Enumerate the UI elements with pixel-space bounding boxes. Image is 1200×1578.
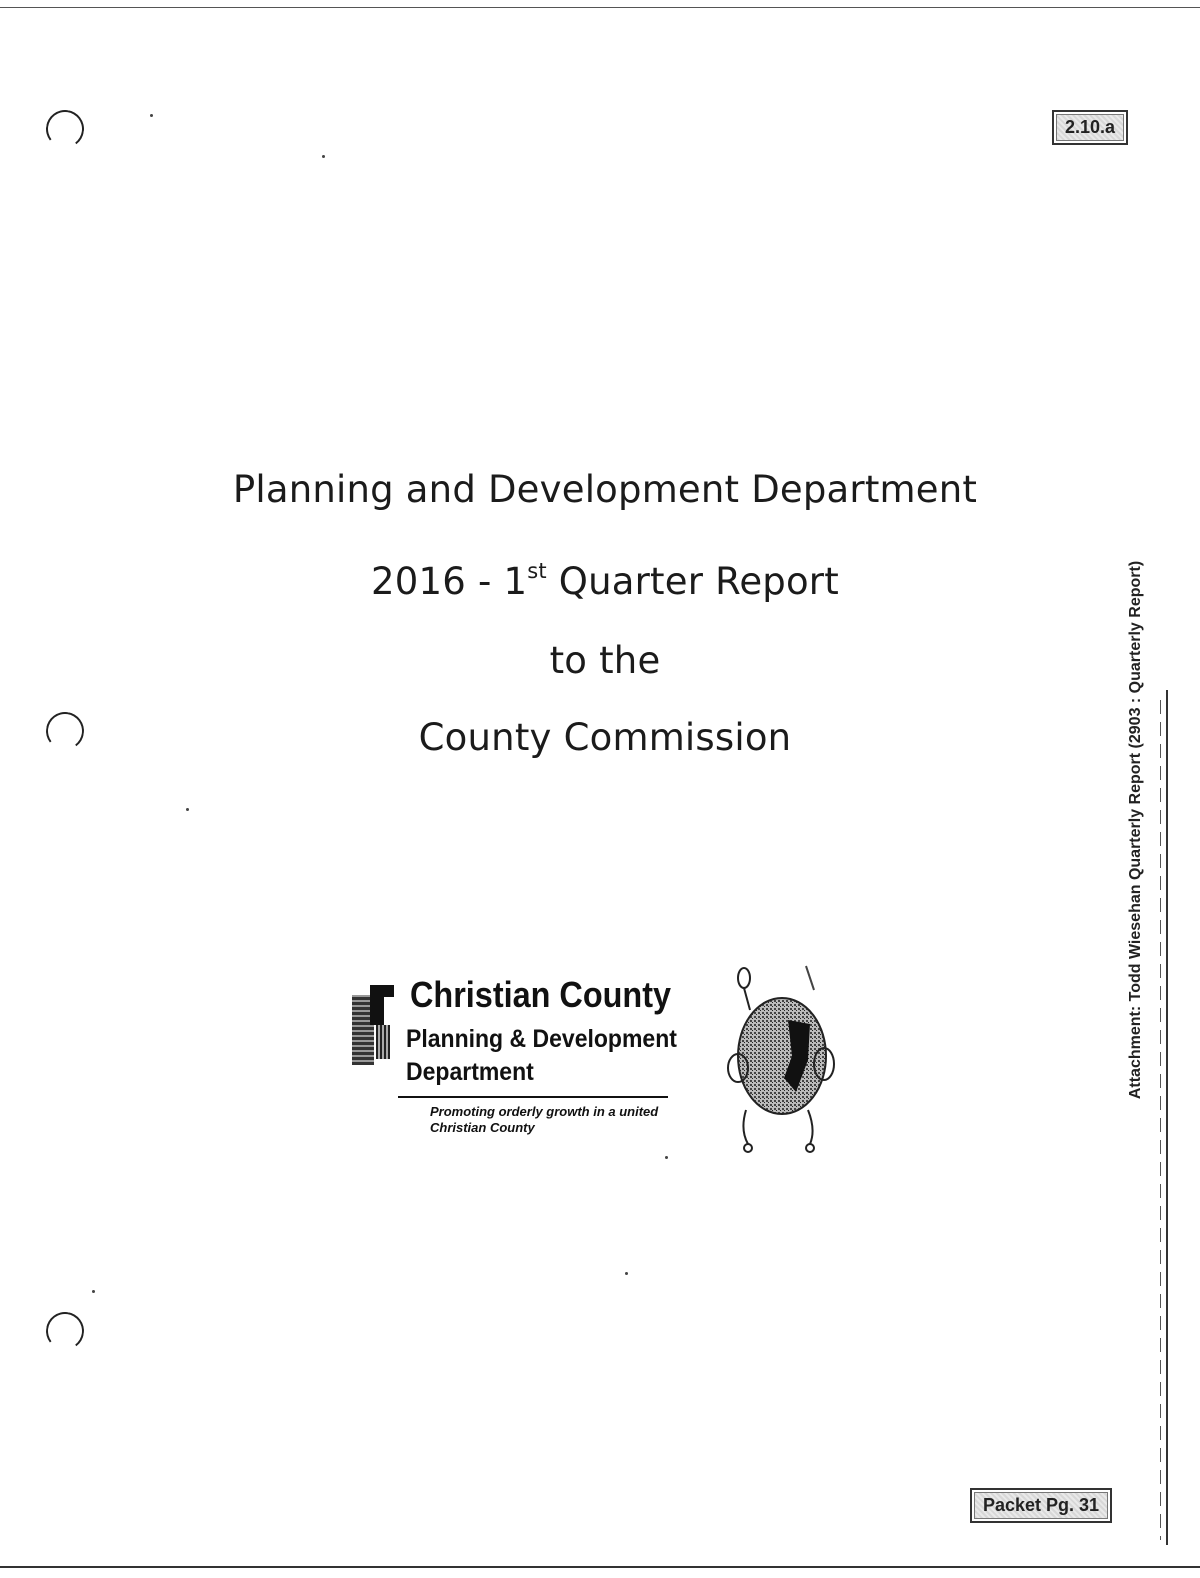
logo-county-name: Christian County — [410, 974, 672, 1015]
logo-tagline: Promoting orderly growth in a united Christian County — [430, 1104, 659, 1135]
scan-speck — [92, 1290, 95, 1293]
top-scan-edge — [0, 7, 1200, 8]
packet-page-label: Packet Pg. 31 — [974, 1492, 1108, 1519]
title-line-department: Planning and Development Department — [232, 468, 978, 511]
scan-speck — [665, 1156, 668, 1159]
punch-hole-top — [44, 108, 87, 151]
punch-hole-bottom — [44, 1310, 87, 1353]
title-quarter-suffix: Quarter Report — [546, 560, 839, 603]
logo-department-line1: Planning & Development — [406, 1025, 677, 1053]
logo-divider — [398, 1096, 668, 1098]
title-quarter-ordinal: st — [527, 559, 547, 583]
title-quarter-prefix: 2016 - 1 — [371, 560, 528, 603]
margin-dashed-line — [1160, 700, 1161, 1540]
title-line-quarter — [0, 559, 1200, 603]
logo-department-line2: Department — [406, 1058, 534, 1086]
scan-speck — [322, 155, 325, 158]
title-line-commission: County Commission — [418, 716, 792, 759]
scan-speck — [625, 1272, 628, 1275]
header-stamp-label: 2.10.a — [1056, 114, 1124, 141]
scan-speck — [150, 114, 153, 117]
margin-solid-line — [1166, 690, 1168, 1545]
bottom-scan-edge — [0, 1566, 1200, 1568]
county-emblem-icon — [722, 960, 842, 1160]
scan-speck — [186, 808, 189, 811]
footer-stamp — [970, 1488, 1112, 1523]
header-stamp — [1052, 110, 1128, 145]
title-line-to-the: to the — [549, 639, 661, 682]
county-logo-mark-icon — [352, 985, 396, 1067]
attachment-side-label: Attachment: Todd Wiesehan Quarterly Report (2903 : Quarterly Report) — [1127, 560, 1144, 1100]
